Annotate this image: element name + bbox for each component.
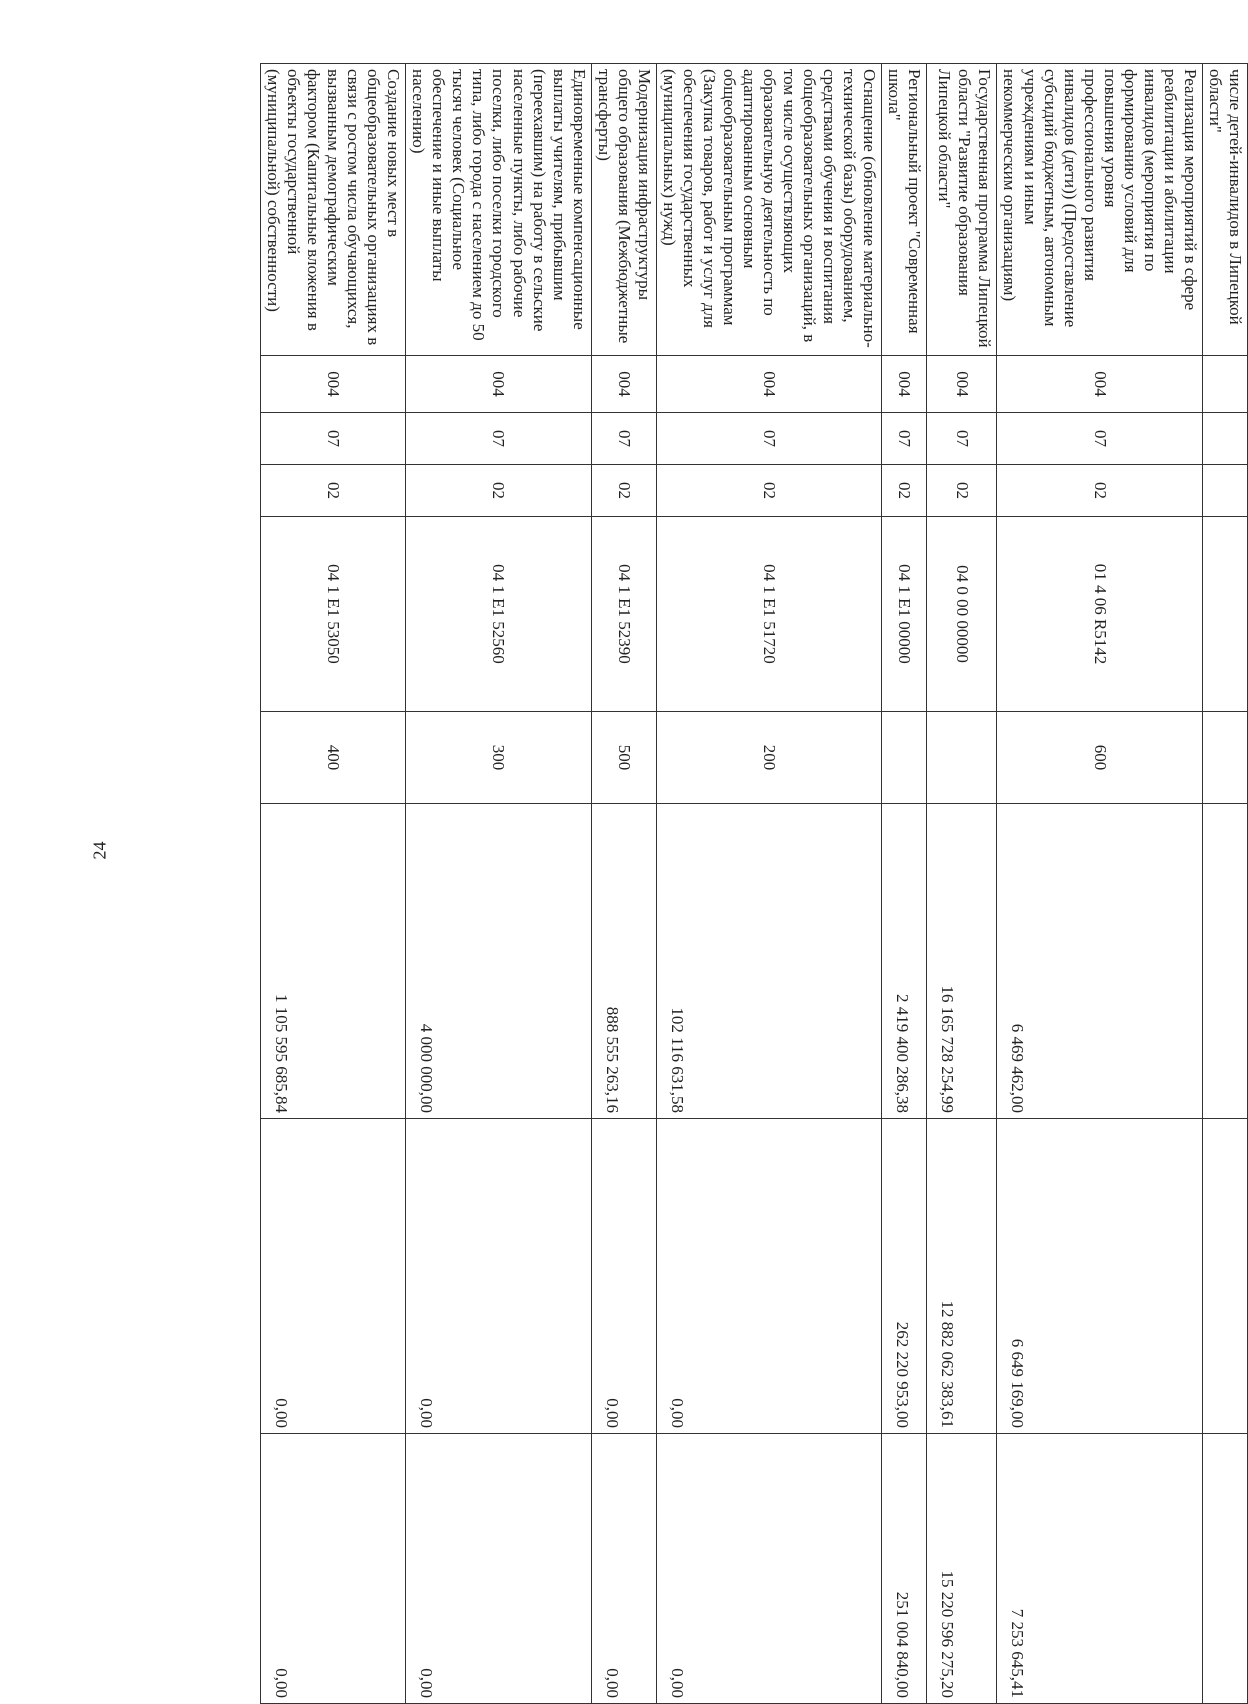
table-row <box>656 64 882 1704</box>
subsection-code <box>1202 465 1247 517</box>
expense-type-code: 500 <box>591 712 656 804</box>
table-row <box>882 64 927 1704</box>
amount-year3: 7 253 645,41 <box>997 1434 1202 1704</box>
subsection-code: 02 <box>656 465 882 517</box>
expense-type-code <box>1202 712 1247 804</box>
ministry-code: 004 <box>656 356 882 413</box>
amount-year3 <box>1202 1434 1247 1704</box>
expense-type-code <box>882 712 927 804</box>
amount-year2 <box>1202 1119 1247 1434</box>
amount-year2: 0,00 <box>406 1119 591 1434</box>
page-number: 24 <box>89 841 110 859</box>
target-article-code: 04 1 E1 52560 <box>406 517 591 712</box>
section-code: 07 <box>997 413 1202 465</box>
item-name: Государственная программа Липецкой области "Развитие образования Липецкой области" <box>927 64 997 356</box>
amount-year1: 1 105 595 685,84 <box>260 804 405 1119</box>
item-name: Создание новых мест в общеобразовательных организациях в связи с ростом числа обучающихся, вызванным демографическим фактором (Капитальные вложения в объекты государственной (муниципальной) собственности) <box>260 64 405 356</box>
amount-year2: 0,00 <box>656 1119 882 1434</box>
item-name: Региональный проект "Современная школа" <box>882 64 927 356</box>
amount-year2: 262 220 953,00 <box>882 1119 927 1434</box>
amount-year2: 0,00 <box>260 1119 405 1434</box>
subsection-code: 02 <box>997 465 1202 517</box>
amount-year1: 888 555 263,16 <box>591 804 656 1119</box>
target-article-code: 04 0 00 00000 <box>927 517 997 712</box>
budget-table-container <box>263 63 1248 1703</box>
amount-year3: 0,00 <box>591 1434 656 1704</box>
expense-type-code: 600 <box>997 712 1202 804</box>
amount-year1: 16 165 728 254,99 <box>927 804 997 1119</box>
expense-type-code <box>927 712 997 804</box>
item-name: Единовременные компенсационные выплаты учителям, прибывшим (переехавшим) на работу в сельские населенные пункты, либо рабочие поселки, либо поселки городского типа, либо города с населением до 50 тысяч человек (Социальное обеспечение и иные выплаты населению) <box>406 64 591 356</box>
table-row <box>997 64 1202 1704</box>
ministry-code: 004 <box>591 356 656 413</box>
table-row <box>927 64 997 1704</box>
section-code <box>1202 413 1247 465</box>
amount-year3: 0,00 <box>260 1434 405 1704</box>
ministry-code: 004 <box>260 356 405 413</box>
amount-year2: 12 882 062 383,61 <box>927 1119 997 1434</box>
amount-year1: 2 419 400 286,38 <box>882 804 927 1119</box>
target-article-code: 04 1 E1 00000 <box>882 517 927 712</box>
item-name: числе детей-инвалидов в Липецкой области" <box>1202 64 1247 356</box>
subsection-code: 02 <box>406 465 591 517</box>
amount-year1: 102 116 631,58 <box>656 804 882 1119</box>
ministry-code: 004 <box>927 356 997 413</box>
amount-year1: 6 469 462,00 <box>997 804 1202 1119</box>
amount-year2: 6 649 169,00 <box>997 1119 1202 1434</box>
budget-table <box>260 63 1248 1704</box>
item-name: Реализация мероприятий в сфере реабилитации и абилитации инвалидов (мероприятия по формированию условий для повышения уровня профессионального развития инвалидов (дети)) (Предоставление субсидий бюджетным, автономным учреждениям и иным некоммерческим организациям) <box>997 64 1202 356</box>
item-name: Модернизация инфраструктуры общего образования (Межбюджетные трансферты) <box>591 64 656 356</box>
section-code: 07 <box>927 413 997 465</box>
subsection-code: 02 <box>591 465 656 517</box>
item-name: Оснащение (обновление материально-технической базы) оборудованием, средствами обучения и воспитания общеобразовательных организаций, в том числе осуществляющих образовательную деятельность по адаптированным основным общеобразовательным программам (Закупка товаров, работ и услуг для обеспечения государственных (муниципальных) нужд) <box>656 64 882 356</box>
amount-year2: 0,00 <box>591 1119 656 1434</box>
target-article-code: 04 1 E1 51720 <box>656 517 882 712</box>
amount-year3: 0,00 <box>656 1434 882 1704</box>
amount-year1 <box>1202 804 1247 1119</box>
amount-year1: 4 000 000,00 <box>406 804 591 1119</box>
section-code: 07 <box>260 413 405 465</box>
table-row <box>1202 64 1247 1704</box>
table-body <box>260 64 1247 1704</box>
expense-type-code: 400 <box>260 712 405 804</box>
target-article-code: 04 1 E1 52390 <box>591 517 656 712</box>
subsection-code: 02 <box>260 465 405 517</box>
section-code: 07 <box>591 413 656 465</box>
section-code: 07 <box>656 413 882 465</box>
subsection-code: 02 <box>882 465 927 517</box>
ministry-code: 004 <box>882 356 927 413</box>
section-code: 07 <box>882 413 927 465</box>
table-row <box>406 64 591 1704</box>
target-article-code: 01 4 06 R5142 <box>997 517 1202 712</box>
amount-year3: 15 220 596 275,20 <box>927 1434 997 1704</box>
amount-year3: 251 004 840,00 <box>882 1434 927 1704</box>
section-code: 07 <box>406 413 591 465</box>
amount-year3: 0,00 <box>406 1434 591 1704</box>
ministry-code <box>1202 356 1247 413</box>
expense-type-code: 200 <box>656 712 882 804</box>
table-row <box>591 64 656 1704</box>
ministry-code: 004 <box>406 356 591 413</box>
expense-type-code: 300 <box>406 712 591 804</box>
subsection-code: 02 <box>927 465 997 517</box>
target-article-code: 04 1 E1 53050 <box>260 517 405 712</box>
ministry-code: 004 <box>997 356 1202 413</box>
target-article-code <box>1202 517 1247 712</box>
table-row <box>260 64 405 1704</box>
